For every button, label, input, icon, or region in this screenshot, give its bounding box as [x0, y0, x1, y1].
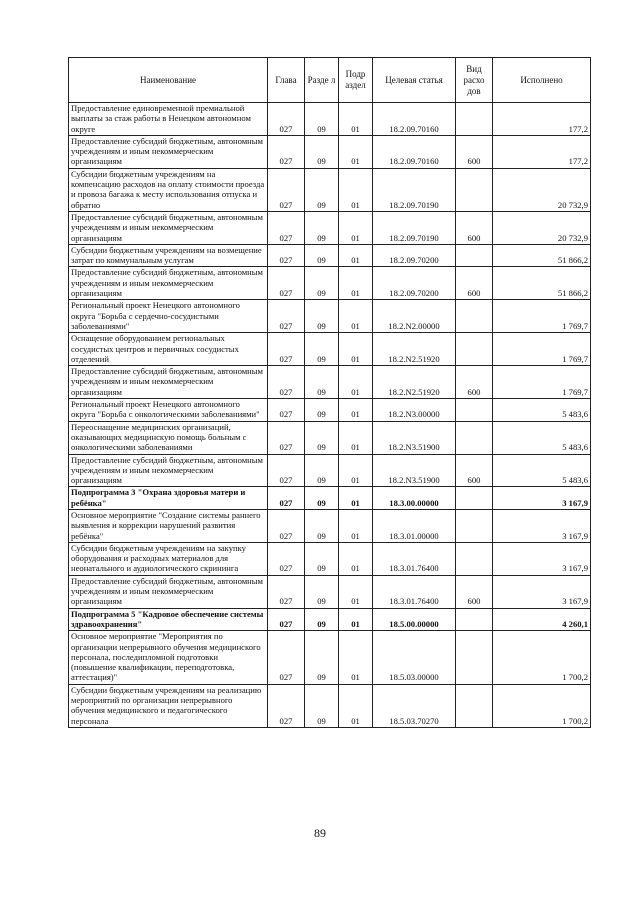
cell-name: Субсидии бюджетным учреждениям на компенсацию расходов на оплату стоимости проезда и провоза багажа к месту использования отпуска и обратно	[69, 168, 268, 211]
cell-razdel: 09	[305, 608, 339, 631]
cell-podrazdel: 01	[339, 244, 373, 267]
cell-celevaya: 18.2.N2.00000	[373, 300, 456, 333]
cell-name: Оснащение оборудованием региональных сосудистых центров и первичных сосудистых отделений	[69, 333, 268, 366]
cell-vid: 600	[456, 366, 493, 399]
cell-podrazdel: 01	[339, 542, 373, 575]
cell-celevaya: 18.3.01.76400	[373, 575, 456, 608]
cell-vid: 600	[456, 135, 493, 168]
cell-name: Субсидии бюджетным учреждениям на закупку оборудования и расходных материалов для неонатального и аудиологического скрининга	[69, 542, 268, 575]
cell-name: Основное мероприятие "Создание системы раннего выявления и коррекции нарушений развития ребёнка"	[69, 509, 268, 542]
cell-razdel: 09	[305, 135, 339, 168]
cell-ispolneno: 20 732,9	[493, 168, 591, 211]
cell-vid	[456, 684, 493, 727]
table-row	[69, 135, 591, 168]
table-row	[69, 399, 591, 422]
cell-name: Предоставление субсидий бюджетным, автономным учреждениям и иным некоммерческим организациям	[69, 135, 268, 168]
cell-ispolneno: 177,2	[493, 135, 591, 168]
cell-celevaya: 18.2.N3.00000	[373, 399, 456, 422]
cell-razdel: 09	[305, 211, 339, 244]
cell-podrazdel: 01	[339, 684, 373, 727]
cell-celevaya: 18.2.09.70200	[373, 244, 456, 267]
cell-glava: 027	[268, 267, 305, 300]
cell-vid	[456, 542, 493, 575]
cell-glava: 027	[268, 509, 305, 542]
cell-ispolneno: 1 700,2	[493, 631, 591, 684]
cell-razdel: 09	[305, 168, 339, 211]
budget-table	[68, 57, 591, 728]
cell-name: Предоставление субсидий бюджетным, автономным учреждениям и иным некоммерческим организациям	[69, 267, 268, 300]
cell-glava: 027	[268, 300, 305, 333]
cell-razdel: 09	[305, 421, 339, 454]
cell-celevaya: 18.5.03.00000	[373, 631, 456, 684]
cell-vid: 600	[456, 211, 493, 244]
cell-ispolneno: 5 483,6	[493, 421, 591, 454]
cell-name: Предоставление субсидий бюджетным, автономным учреждениям и иным некоммерческим организациям	[69, 211, 268, 244]
cell-vid	[456, 333, 493, 366]
cell-razdel: 09	[305, 509, 339, 542]
cell-podrazdel: 01	[339, 575, 373, 608]
header-ispolneno: Исполнено	[493, 58, 591, 103]
cell-razdel: 09	[305, 487, 339, 510]
cell-ispolneno: 5 483,6	[493, 454, 591, 487]
cell-vid	[456, 300, 493, 333]
cell-vid: 600	[456, 454, 493, 487]
cell-podrazdel: 01	[339, 333, 373, 366]
cell-podrazdel: 01	[339, 509, 373, 542]
cell-ispolneno: 3 167,9	[493, 542, 591, 575]
cell-ispolneno: 177,2	[493, 103, 591, 136]
cell-glava: 027	[268, 631, 305, 684]
cell-razdel: 09	[305, 333, 339, 366]
cell-glava: 027	[268, 487, 305, 510]
cell-razdel: 09	[305, 454, 339, 487]
cell-name: Предоставление субсидий бюджетным, автономным учреждениям и иным некоммерческим организациям	[69, 454, 268, 487]
cell-vid	[456, 399, 493, 422]
cell-name: Подпрограмма 3 "Охрана здоровья матери и ребёнка"	[69, 487, 268, 510]
table-row	[69, 333, 591, 366]
cell-vid	[456, 631, 493, 684]
table-row	[69, 300, 591, 333]
cell-razdel: 09	[305, 103, 339, 136]
cell-razdel: 09	[305, 300, 339, 333]
cell-celevaya: 18.2.N3.51900	[373, 454, 456, 487]
table-row	[69, 684, 591, 727]
table-row	[69, 211, 591, 244]
table-row	[69, 103, 591, 136]
cell-ispolneno: 51 866,2	[493, 267, 591, 300]
cell-vid	[456, 168, 493, 211]
cell-podrazdel: 01	[339, 366, 373, 399]
cell-celevaya: 18.3.01.76400	[373, 542, 456, 575]
cell-ispolneno: 1 769,7	[493, 366, 591, 399]
cell-celevaya: 18.3.01.00000	[373, 509, 456, 542]
cell-podrazdel: 01	[339, 168, 373, 211]
cell-vid: 600	[456, 267, 493, 300]
cell-celevaya: 18.3.00.00000	[373, 487, 456, 510]
cell-name: Региональный проект Ненецкого автономного округа "Борьба с сердечно-сосудистыми заболеваниями"	[69, 300, 268, 333]
cell-ispolneno: 51 866,2	[493, 244, 591, 267]
cell-ispolneno: 20 732,9	[493, 211, 591, 244]
cell-vid	[456, 509, 493, 542]
cell-name: Субсидии бюджетным учреждениям на реализацию мероприятий по организации непрерывного обучения медицинского и педагогического персонала	[69, 684, 268, 727]
cell-podrazdel: 01	[339, 631, 373, 684]
table-body	[69, 103, 591, 728]
cell-podrazdel: 01	[339, 454, 373, 487]
cell-razdel: 09	[305, 575, 339, 608]
cell-podrazdel: 01	[339, 267, 373, 300]
table-row	[69, 608, 591, 631]
header-name: Наименование	[69, 58, 268, 103]
cell-razdel: 09	[305, 366, 339, 399]
cell-razdel: 09	[305, 631, 339, 684]
cell-vid	[456, 244, 493, 267]
cell-glava: 027	[268, 135, 305, 168]
cell-glava: 027	[268, 366, 305, 399]
cell-celevaya: 18.2.09.70190	[373, 211, 456, 244]
table-row	[69, 244, 591, 267]
cell-celevaya: 18.2.09.70160	[373, 103, 456, 136]
table-row	[69, 421, 591, 454]
cell-celevaya: 18.2.09.70160	[373, 135, 456, 168]
cell-razdel: 09	[305, 399, 339, 422]
cell-celevaya: 18.2.N3.51900	[373, 421, 456, 454]
cell-ispolneno: 3 167,9	[493, 487, 591, 510]
cell-name: Предоставление субсидий бюджетным, автономным учреждениям и иным некоммерческим организациям	[69, 575, 268, 608]
cell-name: Субсидии бюджетным учреждениям на возмещение затрат по коммунальным услугам	[69, 244, 268, 267]
table-row	[69, 487, 591, 510]
cell-name: Подпрограмма 5 "Кадровое обеспечение системы здравоохранения"	[69, 608, 268, 631]
cell-ispolneno: 3 167,9	[493, 509, 591, 542]
table-header-row	[69, 58, 591, 103]
cell-podrazdel: 01	[339, 608, 373, 631]
cell-celevaya: 18.2.N2.51920	[373, 333, 456, 366]
cell-glava: 027	[268, 244, 305, 267]
cell-celevaya: 18.5.00.00000	[373, 608, 456, 631]
cell-podrazdel: 01	[339, 421, 373, 454]
cell-glava: 027	[268, 211, 305, 244]
cell-podrazdel: 01	[339, 211, 373, 244]
table-row	[69, 631, 591, 684]
cell-ispolneno: 5 483,6	[493, 399, 591, 422]
table-row	[69, 366, 591, 399]
cell-razdel: 09	[305, 267, 339, 300]
cell-vid	[456, 487, 493, 510]
cell-glava: 027	[268, 542, 305, 575]
cell-ispolneno: 1 700,2	[493, 684, 591, 727]
table-row	[69, 168, 591, 211]
cell-ispolneno: 4 260,1	[493, 608, 591, 631]
header-podrazdel: Подр аздел	[339, 58, 373, 103]
header-glava: Глава	[268, 58, 305, 103]
cell-glava: 027	[268, 684, 305, 727]
cell-podrazdel: 01	[339, 300, 373, 333]
table-row	[69, 509, 591, 542]
header-celevaya: Целевая статья	[373, 58, 456, 103]
cell-ispolneno: 1 769,7	[493, 300, 591, 333]
cell-podrazdel: 01	[339, 399, 373, 422]
cell-vid	[456, 608, 493, 631]
page-number: 89	[314, 826, 326, 840]
cell-ispolneno: 1 769,7	[493, 333, 591, 366]
cell-podrazdel: 01	[339, 487, 373, 510]
cell-razdel: 09	[305, 684, 339, 727]
cell-glava: 027	[268, 103, 305, 136]
table-row	[69, 575, 591, 608]
header-razdel: Разде л	[305, 58, 339, 103]
table-row	[69, 454, 591, 487]
cell-glava: 027	[268, 608, 305, 631]
cell-glava: 027	[268, 454, 305, 487]
cell-name: Предоставление субсидий бюджетным, автономным учреждениям и иным некоммерческим организациям	[69, 366, 268, 399]
cell-glava: 027	[268, 421, 305, 454]
cell-razdel: 09	[305, 542, 339, 575]
cell-name: Предоставление единовременной премиальной выплаты за стаж работы в Ненецком автономном округе	[69, 103, 268, 136]
cell-vid: 600	[456, 575, 493, 608]
cell-vid	[456, 421, 493, 454]
cell-celevaya: 18.2.09.70200	[373, 267, 456, 300]
cell-glava: 027	[268, 333, 305, 366]
cell-razdel: 09	[305, 244, 339, 267]
table-row	[69, 267, 591, 300]
cell-ispolneno: 3 167,9	[493, 575, 591, 608]
cell-vid	[456, 103, 493, 136]
cell-celevaya: 18.2.09.70190	[373, 168, 456, 211]
cell-glava: 027	[268, 575, 305, 608]
table-row	[69, 542, 591, 575]
cell-celevaya: 18.2.N2.51920	[373, 366, 456, 399]
cell-celevaya: 18.5.03.70270	[373, 684, 456, 727]
cell-name: Региональный проект Ненецкого автономного округа "Борьба с онкологическими заболеваниями"	[69, 399, 268, 422]
cell-name: Переоснащение медицинских организаций, оказывающих медицинскую помощь больным с онкологическими заболеваниями	[69, 421, 268, 454]
cell-podrazdel: 01	[339, 135, 373, 168]
cell-glava: 027	[268, 399, 305, 422]
header-vid: Вид расхо дов	[456, 58, 493, 103]
cell-glava: 027	[268, 168, 305, 211]
cell-name: Основное мероприятие "Мероприятия по организации непрерывного обучения медицинского персонала, последипломной подготовки (повышение квалификации, переподготовка, аттестация)"	[69, 631, 268, 684]
cell-podrazdel: 01	[339, 103, 373, 136]
